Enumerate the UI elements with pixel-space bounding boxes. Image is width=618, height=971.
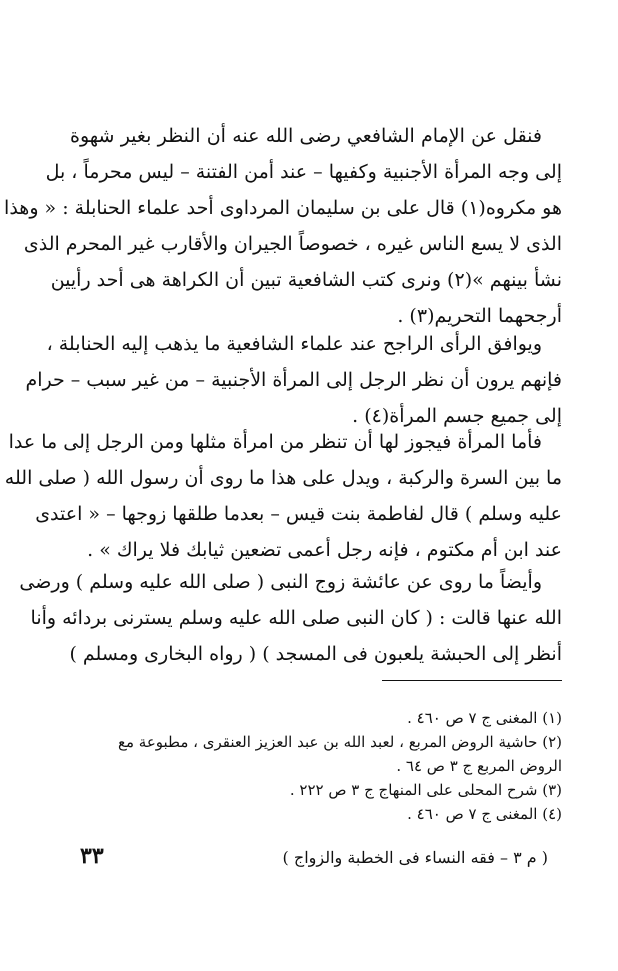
text-line: ما بين السرة والركبة ، ويدل على هذا ما روى أن رسول الله ( صلى الله bbox=[4, 467, 562, 489]
running-footer-title: ( م ٣ – فقه النساء فى الخطبة والزواج ) bbox=[282, 848, 548, 867]
paragraph-2 bbox=[25, 326, 562, 434]
text-line: إلى جميع جسم المرأة(٤) . bbox=[352, 405, 562, 427]
paragraph-3 bbox=[4, 424, 562, 568]
text-line: فأما المرأة فيجوز لها أن تنظر من امرأة مثلها ومن الرجل إلى ما عدا bbox=[8, 431, 542, 453]
text-line: عليه وسلم ) قال لفاطمة بنت قيس – بعدما طلقها زوجها – « اعتدى bbox=[35, 503, 562, 525]
footnote-2: (٢) حاشية الروض المربع ، لعبد الله بن عبد العزيز العنقرى ، مطبوعة مع bbox=[118, 733, 562, 751]
text-line: ويوافق الرأى الراجح عند علماء الشافعية ما يذهب إليه الحنابلة ، bbox=[46, 333, 542, 355]
text-line: إلى وجه المرأة الأجنبية وكفيها – عند أمن الفتنة – ليس محرماً ، بل bbox=[45, 161, 562, 183]
text-line: نشأ بينهم »(٢) ونرى كتب الشافعية تبين أن الكراهة هى أحد رأيين bbox=[50, 269, 562, 291]
footnote-3: (٣) شرح المحلى على المنهاج ج ٣ ص ٢٢٢ . bbox=[289, 781, 562, 799]
text-line: فنقل عن الإمام الشافعي رضى الله عنه أن النظر بغير شهوة bbox=[70, 125, 542, 147]
text-line: وأيضاً ما روى عن عائشة زوج النبى ( صلى الله عليه وسلم ) ورضى bbox=[19, 571, 542, 593]
text-line: الذى لا يسع الناس غيره ، خصوصاً الجيران والأقارب غير المحرم الذى bbox=[23, 233, 562, 255]
paragraph-1 bbox=[4, 118, 562, 334]
footnote-1: (١) المغنى ج ٧ ص ٤٦٠ . bbox=[407, 709, 562, 727]
footnotes bbox=[70, 706, 562, 826]
footnote-4: (٤) المغنى ج ٧ ص ٤٦٠ . bbox=[407, 805, 562, 823]
footnote-separator bbox=[382, 680, 562, 681]
footnote-2-continued: الروض المربع ج ٣ ص ٦٤ . bbox=[396, 757, 562, 775]
text-line: الله عنها قالت : ( كان النبى صلى الله عليه وسلم يسترنى بردائه وأنا bbox=[30, 607, 562, 629]
text-line: عند ابن أم مكتوم ، فإنه رجل أعمى تضعين ثيابك فلا يراك » . bbox=[87, 539, 562, 561]
paragraph-4 bbox=[19, 564, 562, 672]
text-line: هو مكروه(١) قال على بن سليمان المرداوى أحد علماء الحنابلة : « وهذا bbox=[4, 197, 562, 219]
text-line: أرجحهما التحريم(٣) . bbox=[397, 305, 562, 327]
text-line: فإنهم يرون أن نظر الرجل إلى المرأة الأجنبية – من غير سبب – حرام bbox=[25, 369, 562, 391]
text-line: أنظر إلى الحبشة يلعبون فى المسجد ) ( رواه البخارى ومسلم ) bbox=[69, 643, 562, 665]
page-number: ٣٣ bbox=[80, 843, 104, 869]
